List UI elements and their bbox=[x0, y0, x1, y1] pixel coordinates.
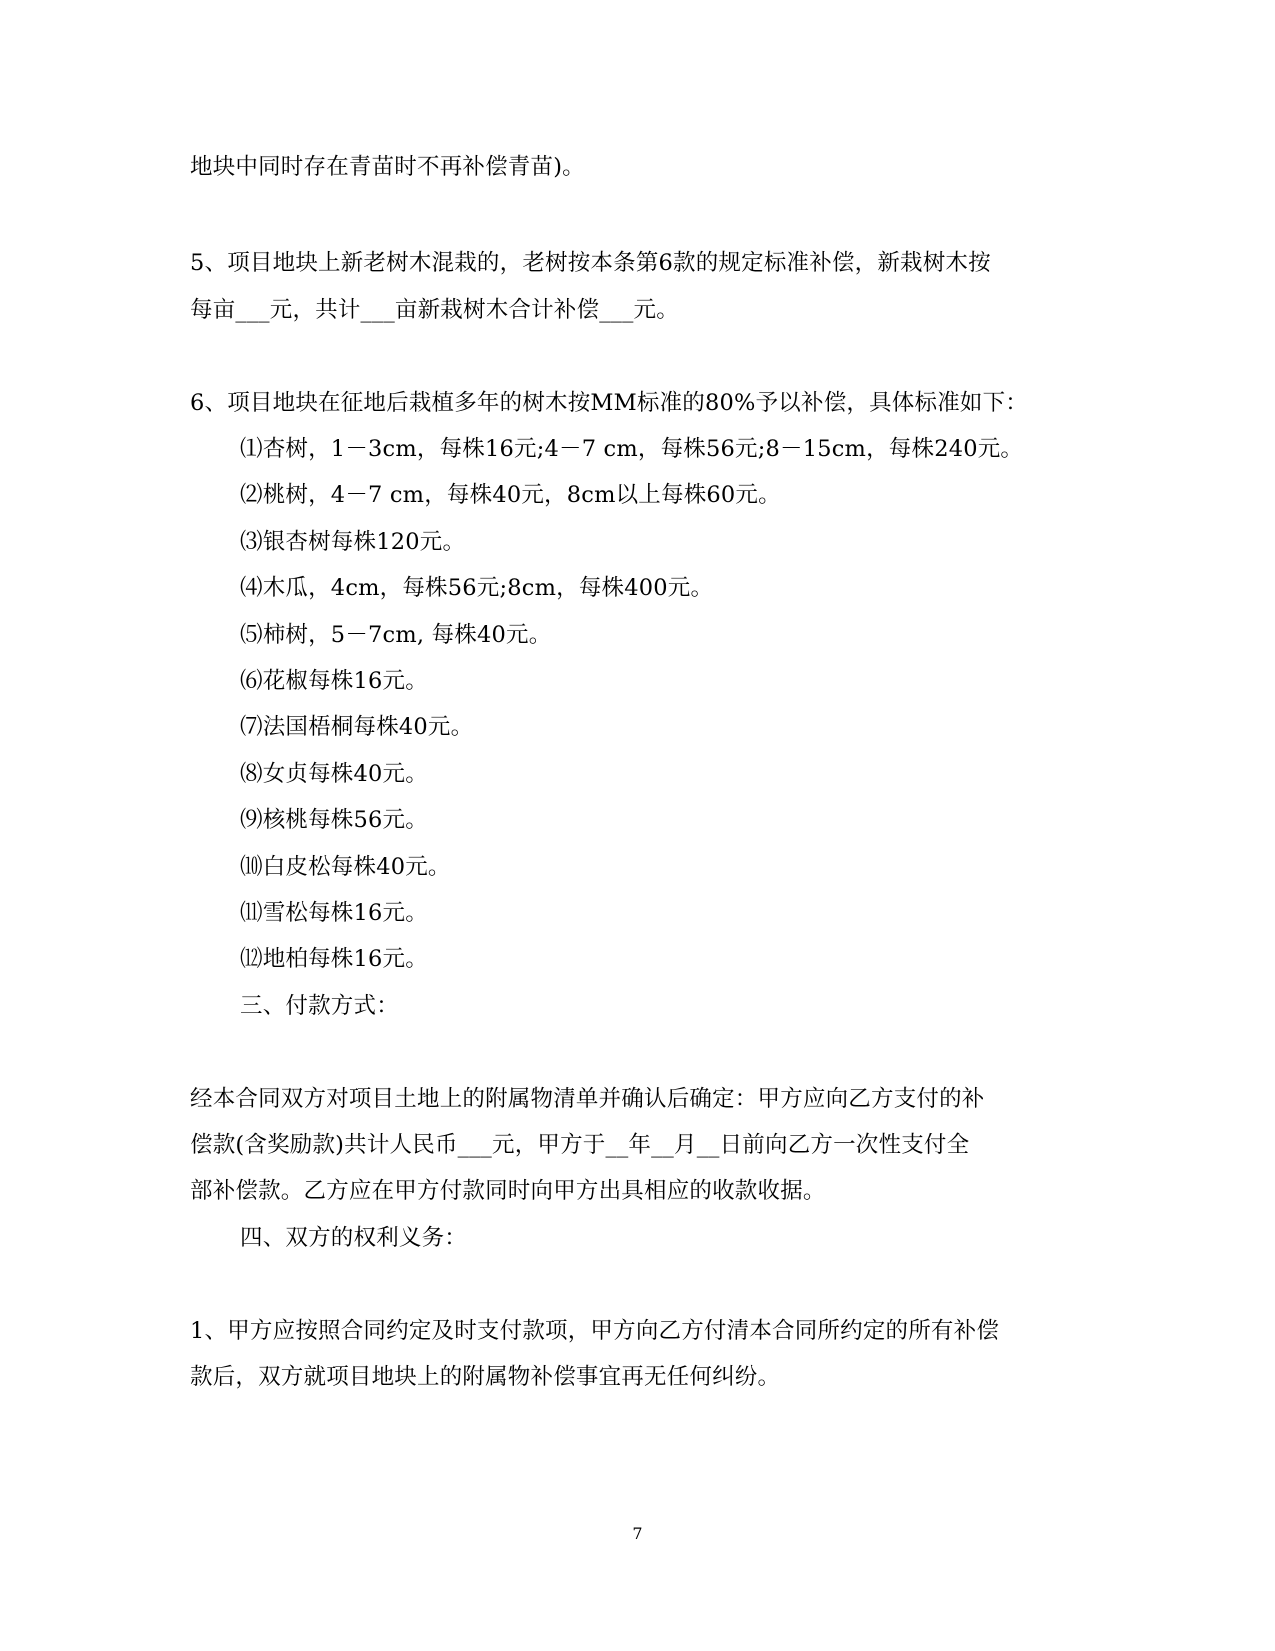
list-item: ⑹花椒每株16元。 bbox=[240, 668, 428, 694]
list-item: ⑼核桃每株56元。 bbox=[240, 807, 428, 833]
paragraph-line: 每亩___元，共计___亩新栽树木合计补偿___元。 bbox=[190, 297, 679, 323]
list-item: ⑵桃树，4－7 cm，每株40元，8cm以上每株60元。 bbox=[240, 482, 781, 508]
list-item: ⑿地柏每株16元。 bbox=[240, 946, 428, 972]
list-item: ⑸柿树，5－7cm, 每株40元。 bbox=[240, 622, 552, 648]
paragraph-line: 经本合同双方对项目土地上的附属物清单并确认后确定：甲方应向乙方支付的补 bbox=[190, 1086, 985, 1112]
paragraph-line: 6、项目地块在征地后栽植多年的树木按MM标准的80%予以补偿，具体标准如下： bbox=[190, 390, 1029, 416]
paragraph-line: 地块中同时存在青苗时不再补偿青苗)。 bbox=[190, 154, 585, 180]
page-number: 7 bbox=[632, 1524, 643, 1543]
paragraph-line: 5、项目地块上新老树木混栽的，老树按本条第6款的规定标准补偿，新栽树木按 bbox=[190, 250, 991, 276]
paragraph-line: 部补偿款。乙方应在甲方付款同时向甲方出具相应的收款收据。 bbox=[190, 1178, 826, 1204]
paragraph-line: 1、甲方应按照合同约定及时支付款项，甲方向乙方付清本合同所约定的所有补偿 bbox=[190, 1318, 1000, 1344]
list-item: ⑽白皮松每株40元。 bbox=[240, 854, 451, 880]
list-item: ⑾雪松每株16元。 bbox=[240, 900, 428, 926]
section-heading: 三、付款方式： bbox=[240, 993, 399, 1019]
paragraph-line: 款后，双方就项目地块上的附属物补偿事宜再无任何纠纷。 bbox=[190, 1364, 781, 1390]
list-item: ⑶银杏树每株120元。 bbox=[240, 529, 466, 555]
section-heading: 四、双方的权利义务： bbox=[240, 1225, 468, 1251]
list-item: ⑷木瓜，4cm，每株56元;8cm，每株400元。 bbox=[240, 575, 714, 601]
list-item: ⑻女贞每株40元。 bbox=[240, 761, 428, 787]
list-item: ⑴杏树，1－3cm，每株16元;4－7 cm，每株56元;8－15cm，每株240元。 bbox=[240, 436, 1024, 462]
list-item: ⑺法国梧桐每株40元。 bbox=[240, 714, 474, 740]
paragraph-line: 偿款(含奖励款)共计人民币___元，甲方于__年__月__日前向乙方一次性支付全 bbox=[190, 1132, 970, 1158]
